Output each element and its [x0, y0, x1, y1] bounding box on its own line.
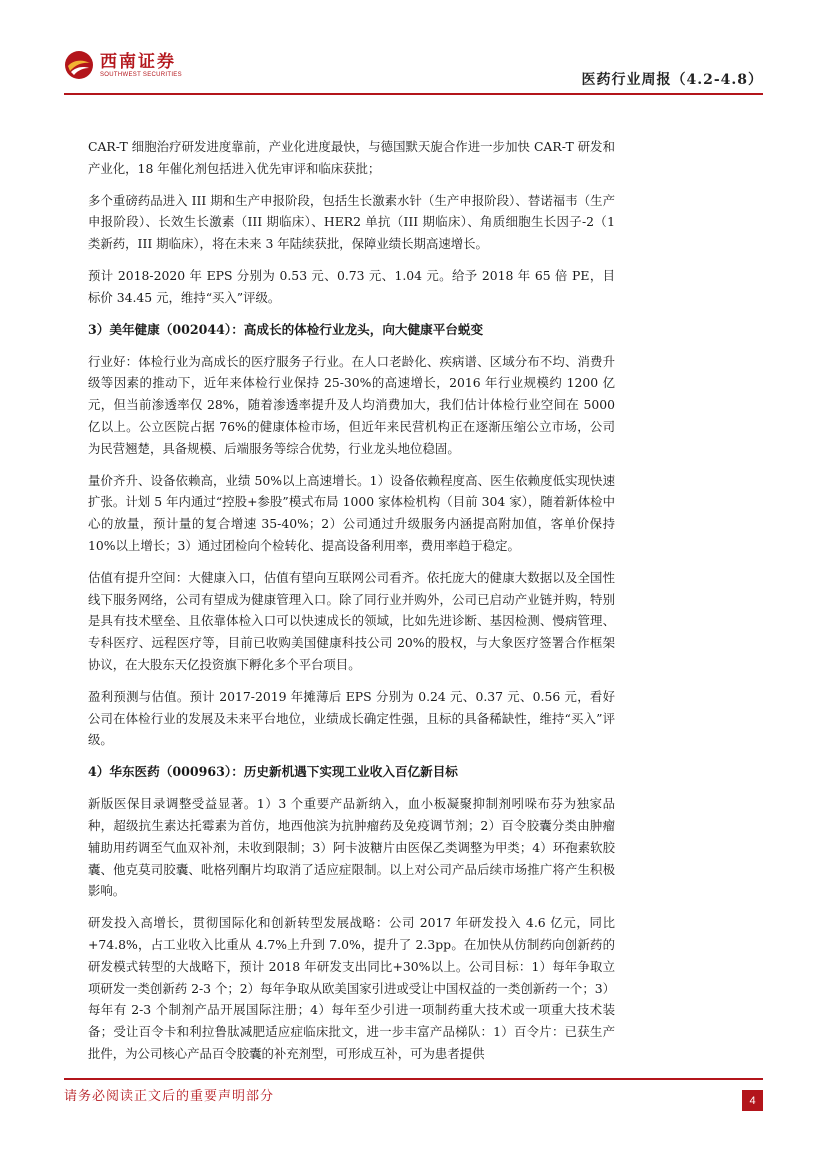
paragraph-insurance-catalog: 新版医保目录调整受益显著。1）3 个重要产品新纳入，血小板凝聚抑制剂吲哚布芬为独家品种，超级抗生素达托霉素为首仿，地西他滨为抗肿瘤药及免疫调节剂；2）百令胶囊分类由肿瘤辅助用药调至气血双补剂，未收到限制；3）阿卡波糖片由医保乙类调整为甲类；4）环孢素软胶囊、他克莫司胶囊、吡格列酮片均取消了适应症限制。以上对公司产品后续市场推广将产生积极影响。 — [88, 796, 615, 899]
paragraph-valuation: 估值有提升空间：大健康入口，估值有望向互联网公司看齐。依托庞大的健康大数据以及全国性线下服务网络，公司有望成为健康管理入口。除了同行业并购外，公司已启动产业链并购，特别是具有技术壁垒、且依靠体检入口可以快速成长的领域，比如先进诊断、基因检测、慢病管理、专科医疗、远程医疗等，目前已收购美国健康科技公司 20%的股权，与大象医疗签署合作框架协议，在大股东天亿投资旗下孵化多个平台项目。 — [88, 569, 615, 672]
brand-logo — [64, 50, 182, 80]
paragraph-volume-price: 量价齐升、设备依赖高，业绩 50%以上高速增长。1）设备依赖程度高、医生依赖度低实现快速扩张。计划 5 年内通过“控股+参股”模式布局 1000 家体检机构（目前 304 家），随着新体检中心的放量，预计量的复合增速 35-40%；2）公司通过升级服务内涵提高附加值，客单价保持 10%以上增长；3）通过团检向个检转化、提高设备利用率，费用率趋于稳定。 — [88, 472, 615, 553]
paragraph-eps-forecast: 预计 2018-2020 年 EPS 分别为 0.53 元、0.73 元、1.04 元。给予 2018 年 65 倍 PE，目标价 34.45 元，维持“买入”评级。 — [88, 267, 615, 305]
report-body — [88, 136, 615, 1075]
paragraph-industry: 行业好：体检行业为高成长的医疗服务子行业。在人口老龄化、疾病谱、区域分布不均、消费升级等因素的推动下，近年来体检行业保持 25-30%的高速增长，2016 年行业规模约 1200 亿元，但当前渗透率仅 28%，随着渗透率提升及人均消费加大，我们估计体检行业空间在 5000 亿以上。公立医院占据 76%的健康体检市场，但近年来民营机构正在逐渐压缩公立市场，公司为民营翘楚，具备规模、后端服务等综合优势，行业龙头地位稳固。 — [88, 353, 615, 456]
header-divider — [64, 93, 763, 95]
logo-chinese-name: 西南证券 — [100, 51, 176, 72]
report-title: 医药行业周报（4.2-4.8） — [581, 72, 763, 88]
paragraph-profit-forecast: 盈利预测与估值。预计 2017-2019 年摊薄后 EPS 分别为 0.24 元、0.37 元、0.56 元，看好公司在体检行业的发展及未来平台地位，业绩成长确定性强，且标的具备稀缺性，维持“买入”评级。 — [88, 688, 615, 748]
paragraph-pipeline: 多个重磅药品进入 III 期和生产申报阶段，包括生长激素水针（生产申报阶段）、替诺福韦（生产申报阶段）、长效生长激素（III 期临床）、HER2 单抗（III 期临床）、角质细胞生长因子-2（1 类新药，III 期临床），将在未来 3 年陆续获批，保障业绩长期高速增长。 — [88, 192, 615, 252]
footer-divider — [64, 1078, 763, 1080]
paragraph-cart: CAR-T 细胞治疗研发进度靠前，产业化进度最快，与德国默天旎合作进一步加快 CAR-T 研发和产业化，18 年催化剂包括进入优先审评和临床获批； — [88, 139, 615, 176]
disclaimer-notice: 请务必阅读正文后的重要声明部分 — [64, 1089, 275, 1104]
logo-english-name: SOUTHWEST SECURITIES — [100, 71, 182, 78]
section-heading-huadong: 4）华东医药（000963）：历史新机遇下实现工业收入百亿新目标 — [88, 764, 458, 780]
logo-emblem-icon — [64, 50, 94, 80]
page-number: 4 — [742, 1090, 763, 1111]
paragraph-rnd: 研发投入高增长，贯彻国际化和创新转型发展战略：公司 2017 年研发投入 4.6 亿元，同比+74.8%，占工业收入比重从 4.7%上升到 7.0%，提升了 2.3pp。在加快从仿制药向创新药的研发模式转型的大战略下，预计 2018 年研发支出同比+30%以上。公司目标：1）每年争取立项研发一类创新药 2-3 个；2）每年争取从欧美国家引进或受让中国权益的一类创新药一个；3）每年有 2-3 个制剂产品开展国际注册；4）每年至少引进一项制药重大技术或一项重大技术装备；受让百令卡和利拉鲁肽减肥适应症临床批文，进一步丰富产品梯队：1）百令片：已获生产批件，为公司核心产品百令胶囊的补充剂型，可形成互补，可为患者提供 — [88, 915, 615, 1061]
section-heading-meinian: 3）美年健康（002044）：高成长的体检行业龙头，向大健康平台蜕变 — [88, 321, 484, 337]
